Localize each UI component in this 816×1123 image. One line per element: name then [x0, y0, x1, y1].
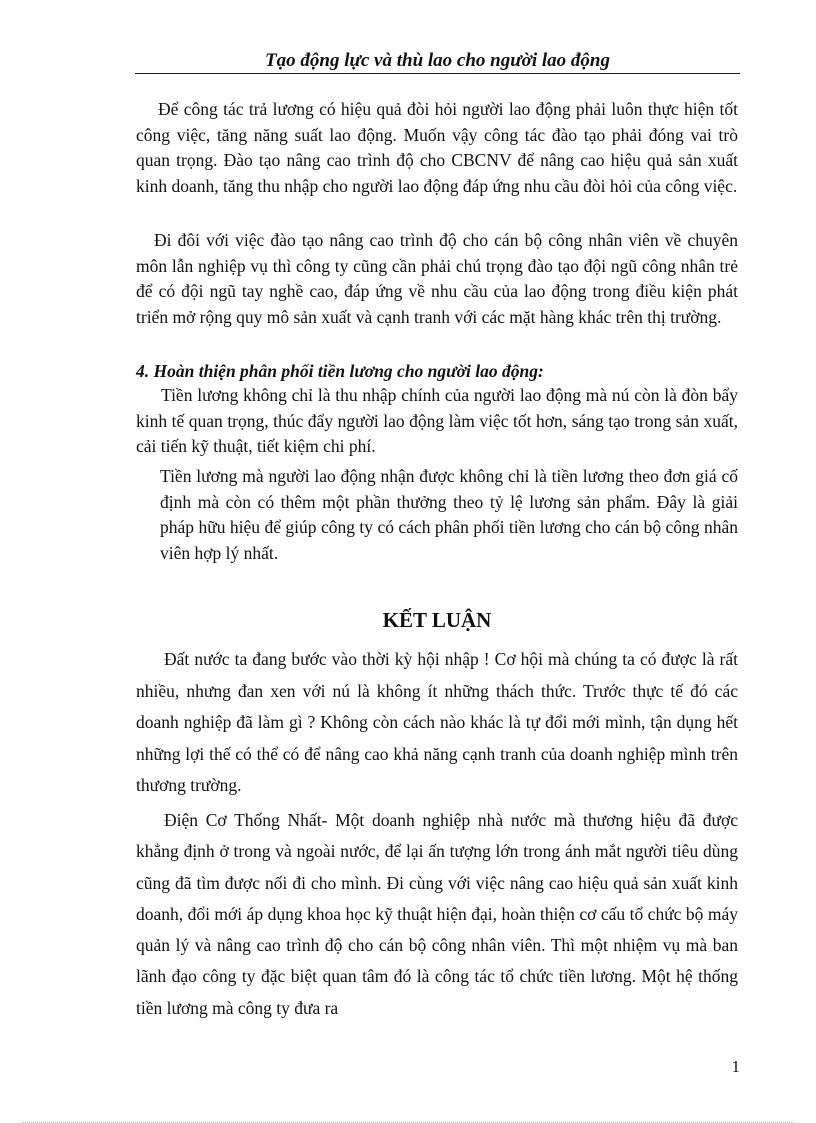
- section-heading-wage-distribution: 4. Hoàn thiện phân phối tiền lương cho người lao động:: [136, 361, 544, 381]
- paragraph-integration: Đất nước ta đang bước vào thời kỳ hội nhập ! Cơ hội mà chúng ta có được là rất nhiều, nhưng đan xen với nú là không ít những thách thức. Trước thực tế đó các doanh nghiệp đã làm gì ? Không còn cách nào khác là tự đổi mới mình, tận dụng hết những lợi thế có thể có để nâng cao khả năng cạnh tranh của doanh nghiệp mình trên thương trường.: [136, 649, 738, 795]
- paragraph-wage-lever: Tiền lương không chỉ là thu nhập chính của người lao động mà nú còn là đòn bẩy kinh tế quan trọng, thúc đẩy người lao động làm việc tốt hơn, sáng tạo trong sản xuất, cải tiến kỹ thuật, tiết kiệm chi phí.: [136, 385, 738, 457]
- paragraph-young-workers: Đi đôi với việc đào tạo nâng cao trình độ cho cán bộ công nhân viên về chuyên môn lẫn nghiệp vụ thì công ty cũng cần phải chú trọng đào tạo đội ngũ công nhân trẻ để có đội ngũ tay nghề cao, đáp ứng về nhu cầu của lao động trong điều kiện phát triển mở rộng quy mô sản xuất và cạnh tranh với các mặt hàng khác trên thị trường.: [136, 230, 738, 327]
- header-divider: [135, 73, 740, 74]
- conclusion-title: KẾT LUẬN: [382, 608, 492, 632]
- paragraph-training-importance: Để công tác trả lương có hiệu quả đòi hỏi người lao động phải luôn thực hiện tốt công việc, tăng năng suất lao động. Muốn vậy công tác đào tạo phải đóng vai trò quan trọng. Đào tạo nâng cao trình độ cho CBCNV để nâng cao hiệu quả sản xuất kinh doanh, tăng thu nhập cho người lao động đáp ứng nhu cầu đòi hỏi của công việc.: [136, 99, 738, 196]
- paragraph-company-brand: Điện Cơ Thống Nhất- Một doanh nghiệp nhà nước mà thương hiệu đã được khẳng định ở trong và ngoài nước, để lại ấn tượng lớn trong ánh mắt người tiêu dùng cũng đã tìm được nối đi cho mình. Đi cùng với việc nâng cao hiệu quả sản xuất kinh doanh, đổi mới áp dụng khoa học kỹ thuật hiện đại, hoàn thiện cơ cấu tổ chức bộ máy quản lý và nâng cao trình độ cho cán bộ công nhân viên. Thì một nhiệm vụ mà ban lãnh đạo công ty đặc biệt quan tâm đó là công tác tổ chức tiền lương. Một hệ thống tiền lương mà công ty đưa ra: [136, 810, 738, 1018]
- header-title: Tạo động lực và thù lao cho người lao động: [265, 50, 610, 71]
- paragraph-bonus-solution: Tiền lương mà người lao động nhận được không chỉ là tiền lương theo đơn giá cố định mà còn có thêm một phần thưởng theo tỷ lệ lương sản phẩm. Đây là giải pháp hữu hiệu để giúp công ty có cách phân phối tiền lương cho cán bộ công nhân viên hợp lý nhất.: [160, 466, 738, 563]
- page-number: 1: [731, 1057, 740, 1076]
